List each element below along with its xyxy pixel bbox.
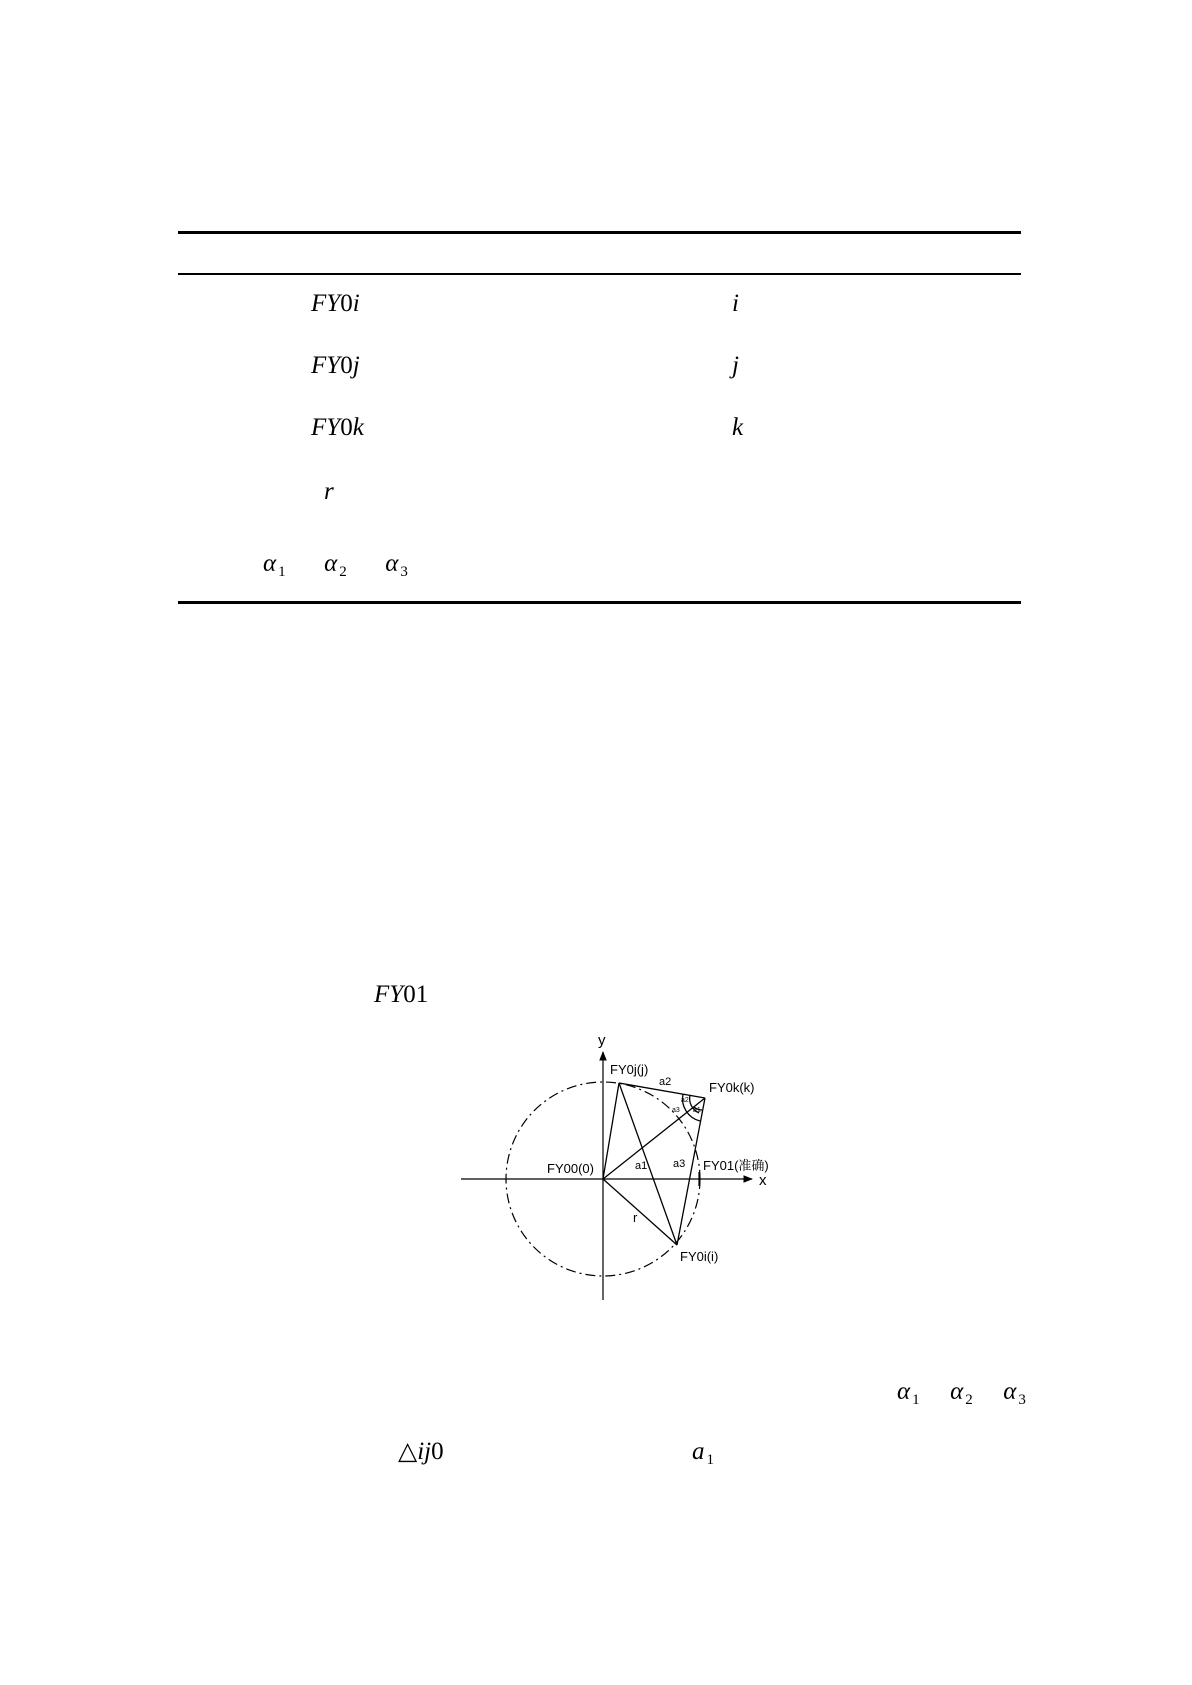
table-row-2-symbol: FY0j (311, 352, 360, 379)
label-a2: a2 (659, 1076, 672, 1088)
table-row-2-meaning: j (732, 352, 739, 379)
segment-k-i (677, 1098, 705, 1245)
label-fy00: FY00(0) (547, 1161, 594, 1176)
small-label-a2: a2 (681, 1097, 689, 1104)
table-top-rule (178, 231, 1021, 234)
label-fy01: FY01(准确) (703, 1158, 769, 1173)
table-bottom-rule (178, 601, 1021, 604)
text-a1: a $_1$ (692, 1438, 714, 1468)
label-fy0j: FY0j(j) (610, 1062, 649, 1077)
small-label-a1: a1 (693, 1107, 701, 1114)
text-fy01: FY01 (374, 981, 429, 1008)
table-row-1-symbol: FY0i (311, 290, 360, 317)
axis-y-label: y (598, 1032, 606, 1049)
label-a1: a1 (635, 1160, 648, 1172)
table-row-3-symbol: FY0k (311, 414, 364, 441)
segment-0-i (603, 1179, 677, 1245)
table-header-rule (178, 273, 1021, 275)
label-fy0i: FY0i(i) (680, 1249, 719, 1264)
text-alpha-line: α $_1$ α $_2$ α $_3$ (897, 1378, 1026, 1408)
table-row-3-meaning: k (732, 414, 744, 441)
geometry-figure (455, 1030, 775, 1310)
table-row-1-meaning: i (732, 290, 739, 317)
table-row-5-alphas: α $_1$ α $_2$ α $_3$ (263, 550, 408, 580)
segment-0-j (603, 1083, 619, 1179)
small-label-a3: a3 (672, 1107, 680, 1114)
label-a3: a3 (673, 1158, 686, 1170)
text-triangle-ij0: △ij0 (398, 1438, 444, 1465)
axis-x-label: x (759, 1172, 767, 1189)
label-r: r (633, 1210, 638, 1225)
segment-0-k (603, 1098, 705, 1179)
label-fy0k: FY0k(k) (709, 1080, 755, 1095)
table-row-4-symbol: r (324, 478, 334, 505)
